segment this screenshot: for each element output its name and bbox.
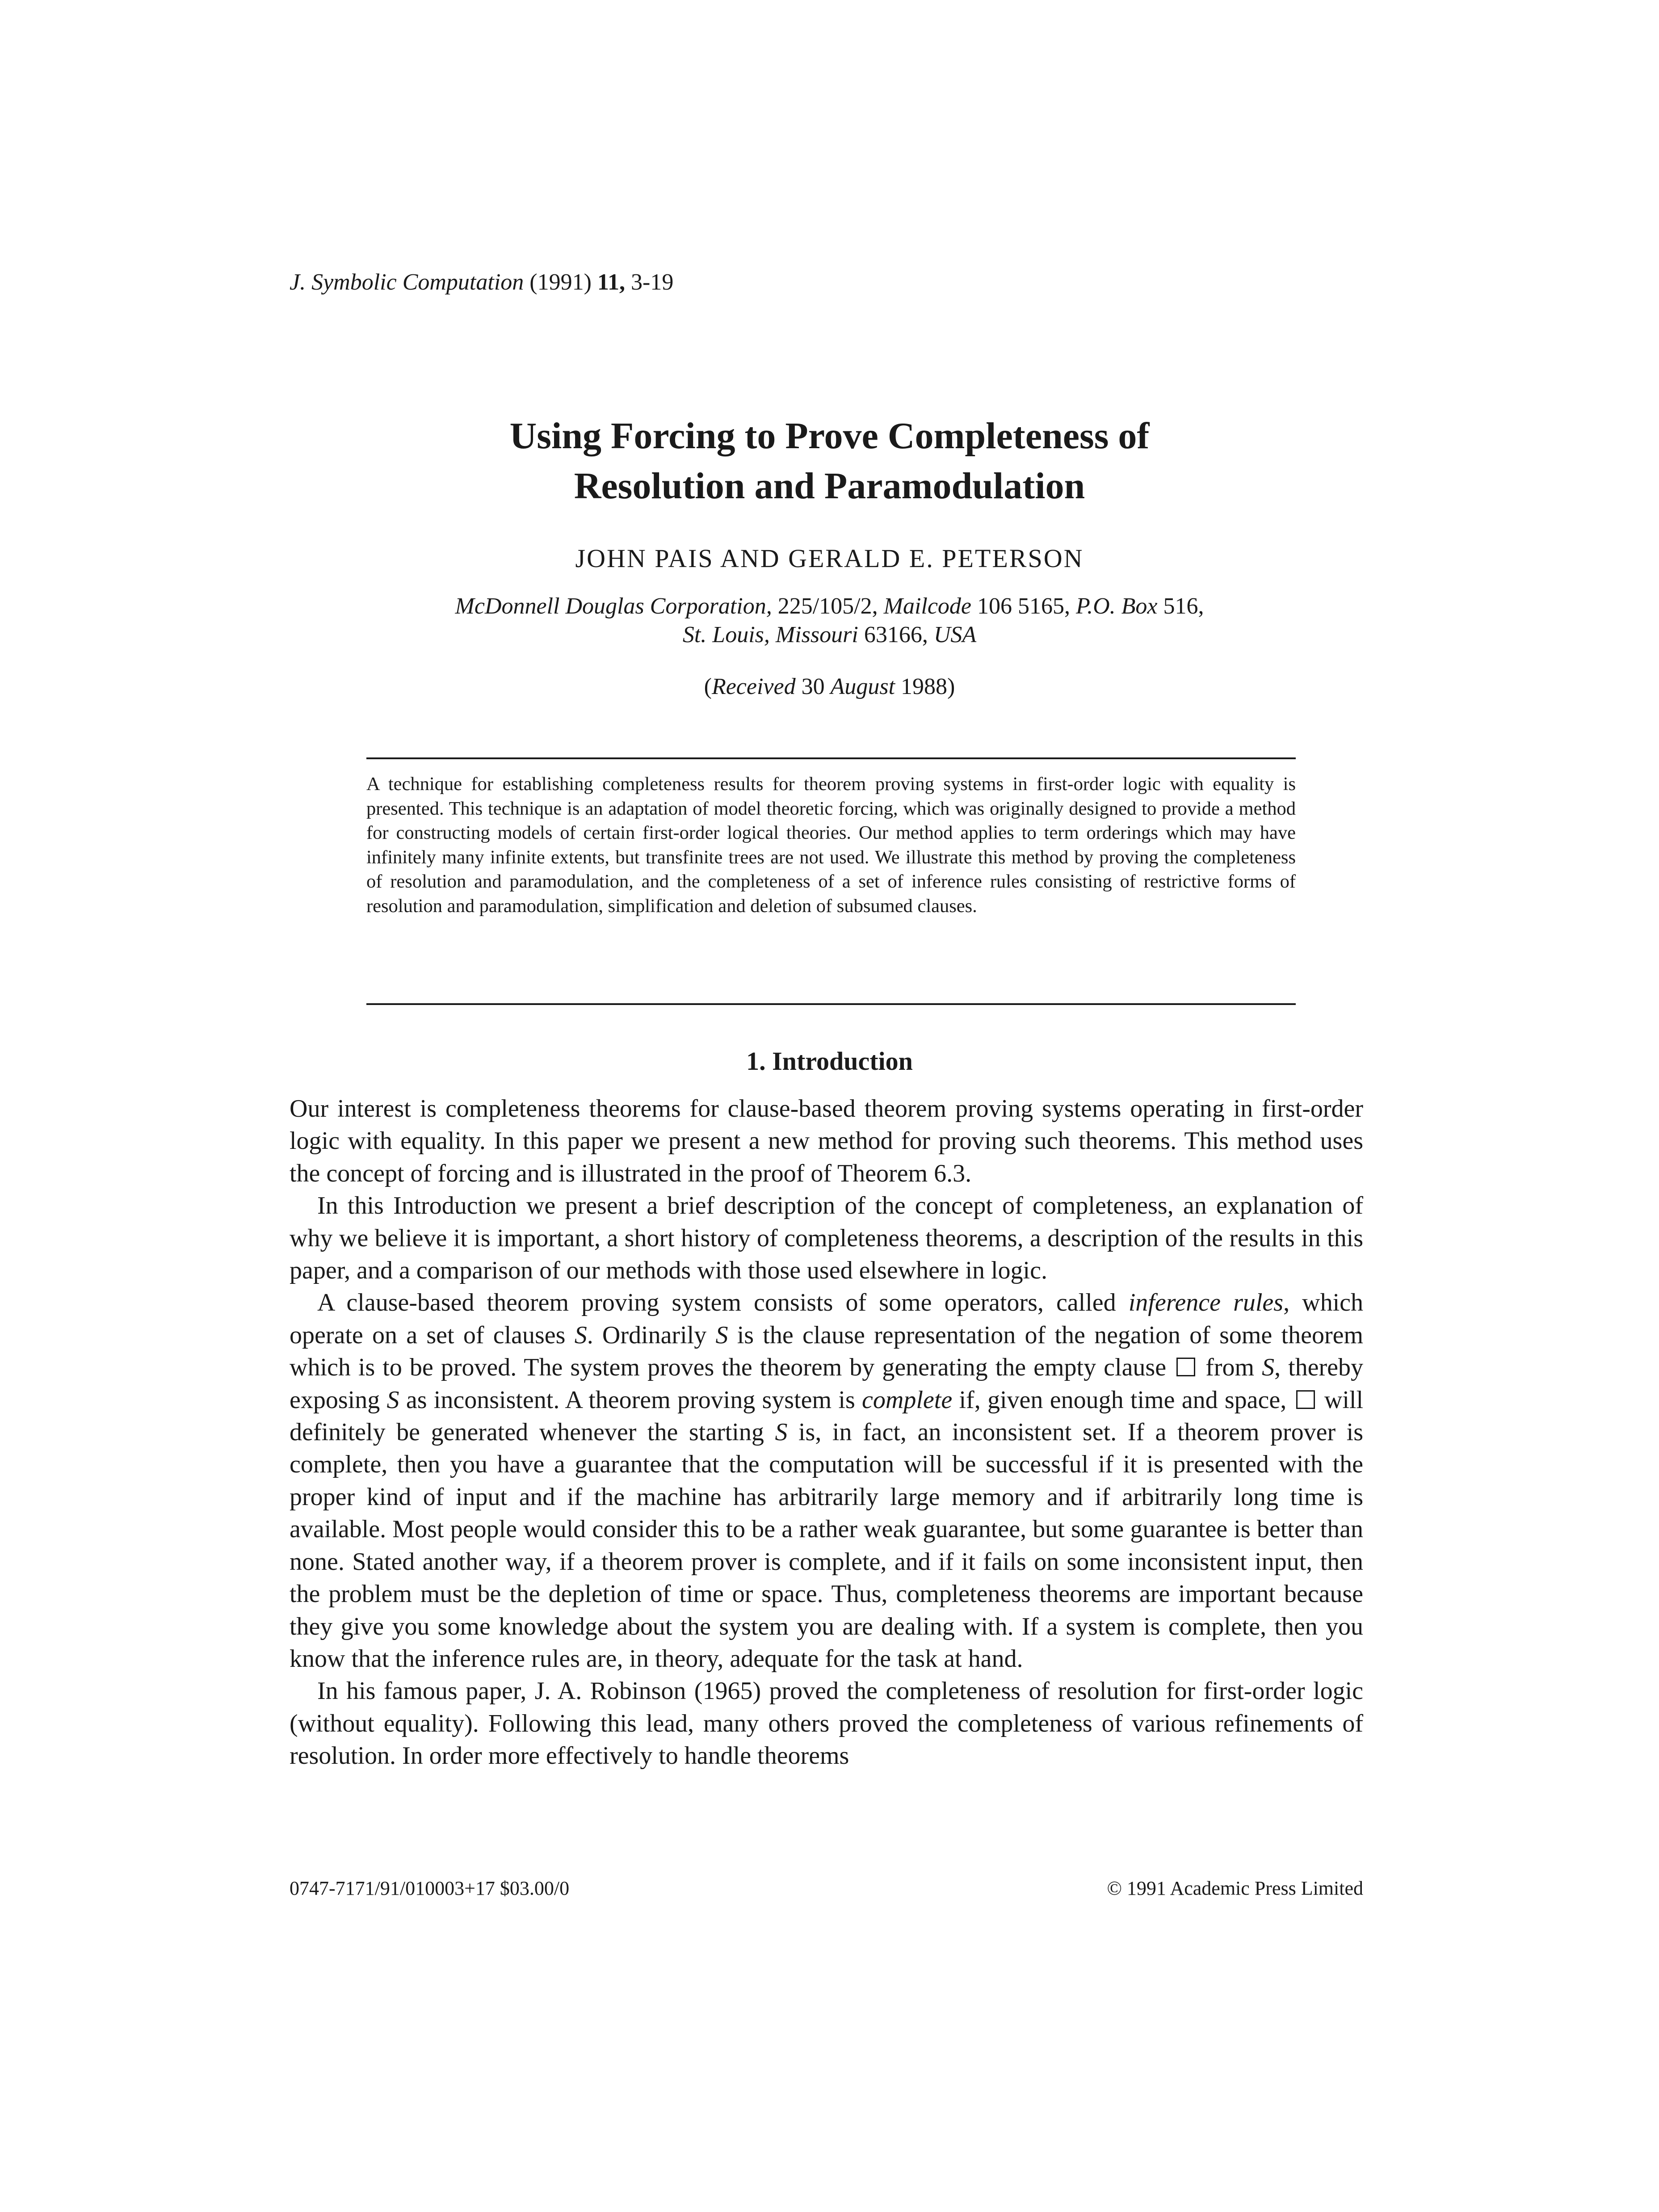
empty-clause-box-icon: [1176, 1358, 1195, 1376]
affiliation-box: 516,: [1163, 593, 1204, 619]
section-number: 1.: [746, 1047, 766, 1076]
footer-copyright: © 1991 Academic Press Limited: [1107, 1877, 1363, 1899]
p3-text-g: as inconsistent. A theorem proving system is: [406, 1386, 855, 1414]
symbol-s: S: [574, 1321, 587, 1349]
affiliation-country: USA: [933, 622, 977, 648]
empty-clause-box-icon: [1296, 1390, 1315, 1409]
received-label: Received: [711, 674, 796, 699]
affiliation-box-label: P.O. Box: [1076, 593, 1158, 619]
title-line-2: Resolution and Paramodulation: [574, 465, 1085, 507]
journal-volume: 11,: [597, 269, 626, 295]
section-heading: [0, 1046, 1659, 1077]
p3-text-e: from: [1205, 1354, 1255, 1382]
received-day: 30: [801, 674, 825, 699]
symbol-s: S: [386, 1386, 399, 1414]
affiliation: [0, 592, 1659, 649]
symbol-s: S: [1262, 1354, 1275, 1382]
p3-text-h: if, given enough time and space,: [959, 1386, 1287, 1414]
received-month: August: [830, 674, 895, 699]
abstract: A technique for establishing completeness results for theorem proving systems in first-order logic with equality is presented. This technique is an adaptation of model theoretic forcing, which was originally designed to provide a method for constructing models of certain first-order logical theories. Our method applies to term orderings which may have infinitely many infinite extents, but transfinite trees are not used. We illustrate this method by proving the completeness of resolution and paramodulation, and the completeness of a set of inference rules consisting of restrictive forms of resolution and paramodulation, simplification and deletion of subsumed clauses.: [366, 774, 1296, 917]
p3-text-b: , which operate on a set of clauses: [290, 1289, 1364, 1349]
journal-citation: [290, 268, 673, 297]
abstract-top-rule: [366, 757, 1296, 759]
p3-text-c: . Ordinarily: [587, 1321, 707, 1349]
p3-text-a: A clause-based theorem proving system consists of some operators, called: [317, 1289, 1116, 1317]
p3-text-d: is the clause representation of the negation of some theorem which is to be proved. The system proves the theorem by generating the empty clause: [290, 1321, 1364, 1382]
affiliation-line-2: [0, 621, 1659, 649]
footer-code: 0747-7171/91/010003+17 $03.00/0: [290, 1877, 570, 1899]
affiliation-line-1: [0, 592, 1659, 621]
title-line-1: Using Forcing to Prove Completeness of: [509, 415, 1150, 457]
authors: JOHN PAIS AND GERALD E. PETERSON: [575, 544, 1084, 573]
paragraph-4: In his famous paper, J. A. Robinson (1965) proved the completeness of resolution for first-order logic (without equality). Following this lead, many others proved the completeness of various refinements of resolution. In order more effectively to handle theorems: [290, 1677, 1363, 1770]
paragraph-3: [290, 1287, 1363, 1675]
symbol-s: S: [775, 1418, 788, 1447]
paragraph-2: In this Introduction we present a brief description of the concept of completeness, an explanation of why we believe it is important, a short history of completeness theorems, a description of the results in this paper, and a comparison of our methods with those used elsewhere in logic.: [290, 1192, 1363, 1285]
journal-year: (1991): [529, 269, 592, 295]
paragraph-1: Our interest is completeness theorems for clause-based theorem proving systems operating in first-order logic with equality. In this paper we present a new method for proving such theorems. This method uses the concept of forcing and is illustrated in the proof of Theorem 6.3.: [290, 1095, 1363, 1187]
affiliation-zip: 63166,: [864, 622, 928, 648]
received-date: (Received 30 August 1988): [704, 674, 955, 699]
paper-title: [0, 411, 1659, 511]
symbol-s: S: [715, 1321, 728, 1349]
p3-text-f: , thereby exposing: [290, 1354, 1364, 1414]
journal-pages: 3-19: [631, 269, 674, 295]
affiliation-mail-label: Mailcode: [883, 593, 972, 619]
term-inference-rules: inference rules: [1128, 1289, 1284, 1317]
p3-text-i: will definitely be generated whenever the starting: [290, 1386, 1364, 1447]
received-year: 1988: [901, 674, 948, 699]
body-text: [290, 1093, 1363, 1772]
term-complete: complete: [862, 1386, 953, 1414]
affiliation-mail: 106 5165,: [977, 593, 1071, 619]
affiliation-city: St. Louis, Missouri: [682, 622, 858, 648]
affiliation-code: 225/105/2,: [777, 593, 878, 619]
abstract-bottom-rule: [366, 1003, 1296, 1005]
section-title: Introduction: [772, 1047, 913, 1076]
journal-name: J. Symbolic Computation: [290, 269, 524, 295]
p3-text-j: is, in fact, an inconsistent set. If a theorem prover is complete, then you have a guarantee that the computation will be successful if it is presented with the proper kind of input and if the machine has arbitrarily large memory and if arbitrarily long time is available. Most people would consider this to be a rather weak guarantee, but some guarantee is better than none. Stated another way, if a theorem prover is complete, and if it fails on some inconsistent input, then the problem must be the depletion of time or space. Thus, completeness theorems are important because they give you some knowledge about the system you are dealing with. If a system is complete, then you know that the inference rules are, in theory, adequate for the task at hand.: [290, 1418, 1364, 1673]
affiliation-org: McDonnell Douglas Corporation,: [455, 593, 772, 619]
